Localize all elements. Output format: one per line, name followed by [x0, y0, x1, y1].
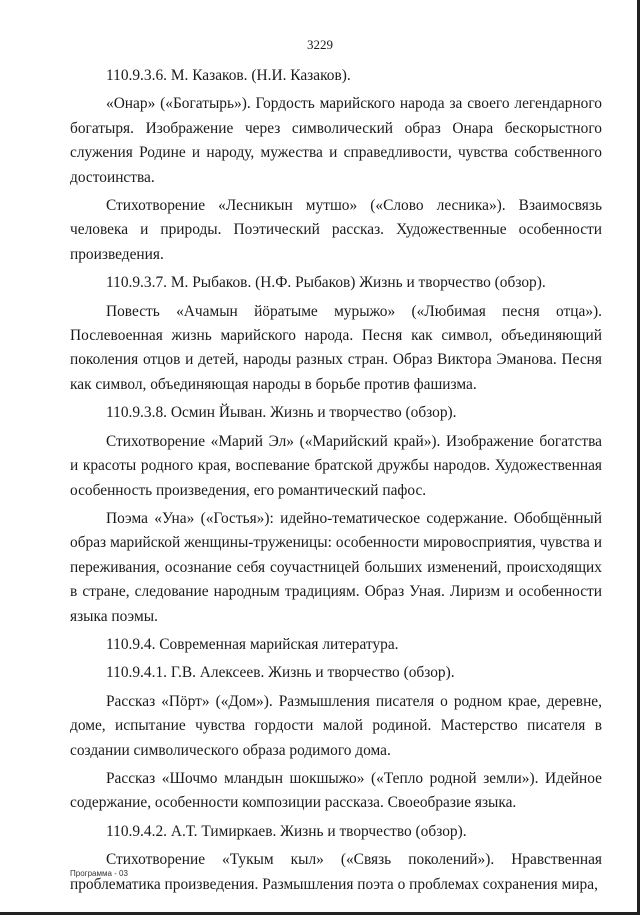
paragraph: 110.9.3.7. М. Рыбаков. (Н.Ф. Рыбаков) Жизнь и творчество (обзор).	[106, 274, 546, 292]
paragraph: Рассказ «Пöрт» («Дом»). Размышления писателя о родном крае, деревне, доме, испытание чувства гордости малой родиной. Мастерство писателя в создании символического образа родимого дома.	[70, 692, 602, 759]
paragraph: Стихотворение «Лесникын мутшо» («Слово лесника»). Взаимосвязь человека и природы. Поэтический рассказ. Художественные особенности произведения.	[70, 197, 602, 263]
paragraph: 110.9.4. Современная марийская литература.	[106, 635, 399, 653]
paragraph: Рассказ «Шочмо мландын шокшыжо» («Тепло родной земли»). Идейное содержание, особенности композиции рассказа. Своеобразие языка.	[70, 769, 602, 812]
paragraph: Повесть «Ачамын йöратыме мурыжо» («Любимая песня отца»). Послевоенная жизнь марийского народа. Песня как символ, объединяющий поколения отцов и детей, народы разных стран. Образ Виктора Эманова. Песня как символ, объединяющая народы в борьбе против фашизма.	[70, 302, 602, 393]
footer-label: Программа - 03	[70, 869, 128, 878]
paragraph: 110.9.4.2. А.Т. Тимиркаев. Жизнь и творчество (обзор).	[106, 822, 467, 840]
paragraph: 110.9.3.8. Осмин Йыван. Жизнь и творчество (обзор).	[106, 404, 457, 422]
document-body	[70, 64, 602, 901]
paragraph: «Онар» («Богатырь»). Гордость марийского народа за своего легендарного богатыря. Изображение через символический образ Онара бескорыстного служения Родине и народу, мужества и справедливости, чувства собственного достоинства.	[70, 95, 602, 186]
paragraph: Стихотворение «Тукым кыл» («Связь поколений»). Нравственная проблематика произведения. Размышления поэта о проблемах сохранения мира,	[70, 851, 602, 893]
paragraph: Стихотворение «Марий Эл» («Марийский край»). Изображение богатства и красоты родного края, воспевание братской дружбы народов. Художественная особенность произведения, его романтический пафос.	[70, 432, 602, 499]
paragraph: 110.9.4.1. Г.В. Алексеев. Жизнь и творчество (обзор).	[106, 664, 455, 682]
paragraph: Поэма «Уна» («Гостья»): идейно-тематическое содержание. Обобщённый образ марийской женщины-труженицы: особенности мировосприятия, чувства и переживания, осознание себя соучастницей больших изменений, происходящих в стране, следование народным традициям. Образ Уная. Лиризм и особенности языка поэмы.	[70, 509, 602, 625]
page-number: 3229	[307, 37, 333, 52]
paragraph: 110.9.3.6. М. Казаков. (Н.И. Казаков).	[106, 67, 351, 84]
